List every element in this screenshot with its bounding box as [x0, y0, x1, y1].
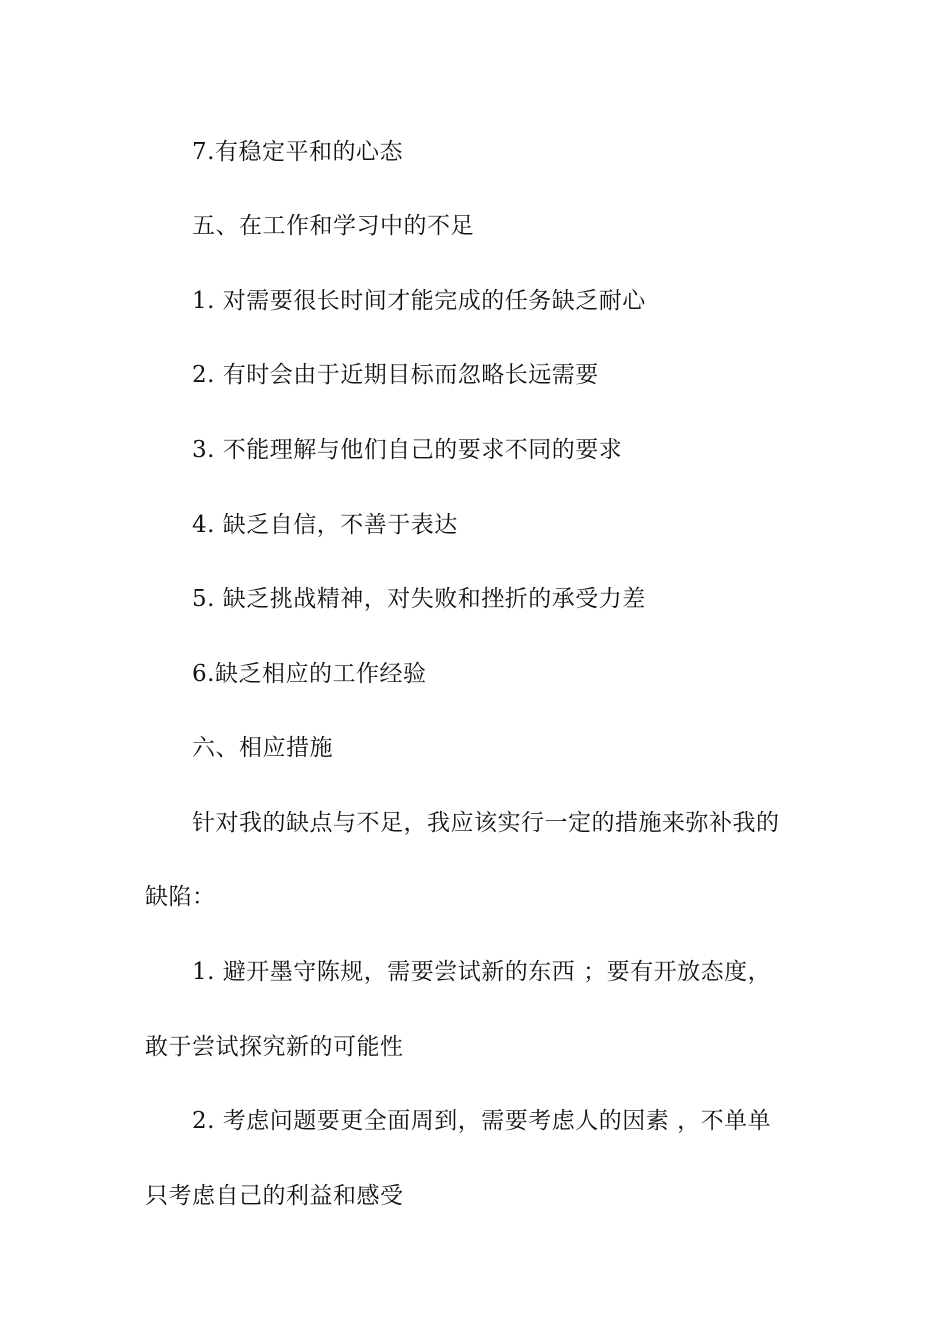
list-item-weakness-1: 1. 对需要很长时间才能完成的任务缺乏耐心	[192, 288, 646, 314]
paragraph-line-1: 7.有稳定平和的心态	[192, 139, 403, 165]
list-item-weakness-6: 6.缺乏相应的工作经验	[192, 661, 427, 687]
list-item-measure-2: 2. 考虑问题要更全面周到，需要考虑人的因素 ，不单单	[192, 1108, 772, 1134]
list-item-weakness-2: 2. 有时会由于近期目标而忽略长远需要	[192, 362, 599, 388]
list-item-measure-1: 1. 避开墨守陈规，需要尝试新的东西 ；要有开放态度，	[192, 959, 772, 985]
paragraph-intro: 针对我的缺点与不足，我应该实行一定的措施来弥补我的	[192, 810, 780, 836]
list-item-measure-2-cont: 只考虑自己的利益和感受	[145, 1183, 404, 1209]
list-item-weakness-5: 5. 缺乏挑战精神，对失败和挫折的承受力差	[192, 586, 646, 612]
list-item-weakness-3: 3. 不能理解与他们自己的要求不同的要求	[192, 437, 623, 463]
list-item-weakness-4: 4. 缺乏自信，不善于表达	[192, 512, 458, 538]
paragraph-intro-cont: 缺陷：	[145, 884, 216, 910]
section-heading-6: 六、相应措施	[192, 735, 333, 761]
list-item-measure-1-cont: 敢于尝试探究新的可能性	[145, 1034, 404, 1060]
section-heading-5: 五、在工作和学习中的不足	[192, 213, 474, 239]
